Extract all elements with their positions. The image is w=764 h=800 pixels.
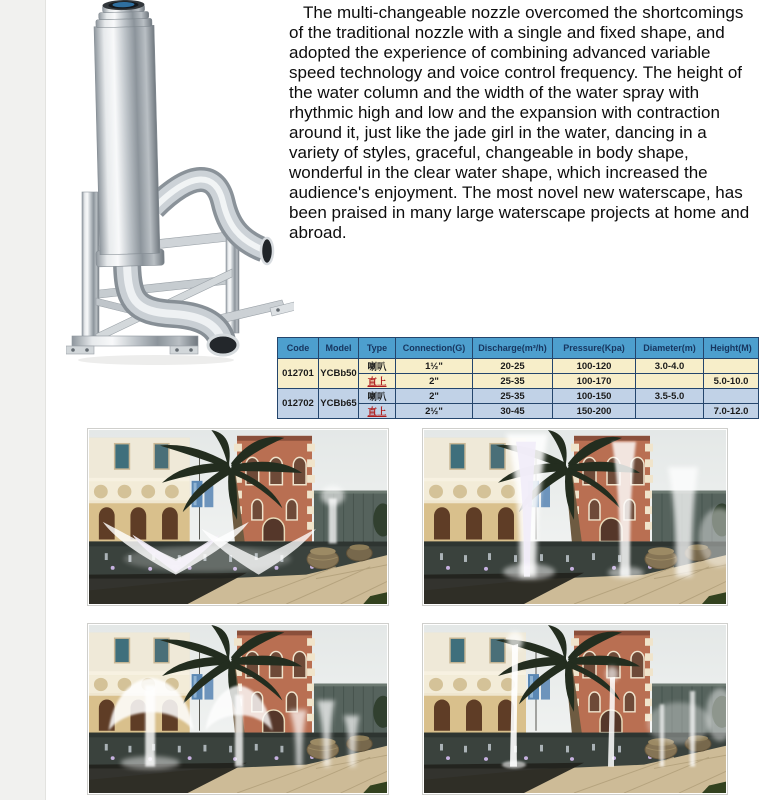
cell-type: 直上 [359,374,396,389]
cell-model-ycbb65: YCBb65 [319,389,359,419]
header-discharge: Discharge(m³/h) [473,338,553,359]
fountain-scene-1 [89,430,387,604]
cell-height: 5.0-10.0 [704,374,759,389]
cell-type: 直上 [359,404,396,419]
spec-header-row [278,338,759,359]
cell-code-012702: 012702 [278,389,319,419]
cell-discharge: 25-35 [473,389,553,404]
cell-height [704,389,759,404]
header-height: Height(M) [704,338,759,359]
cell-connection: 2" [396,374,473,389]
spec-table [277,337,759,419]
cell-pressure: 100-120 [553,359,636,374]
product-photo [66,0,294,370]
cell-diameter: 3.5-5.0 [636,389,704,404]
header-pressure: Pressure(Kpa) [553,338,636,359]
cell-discharge: 25-35 [473,374,553,389]
cell-discharge: 20-25 [473,359,553,374]
header-connection: Connection(G) [396,338,473,359]
fountain-scene-4 [424,625,726,793]
photo-fountain-mushroom-jets [87,623,389,795]
photo-fountain-horn-sprays [87,428,389,606]
header-diameter: Diameter(m) [636,338,704,359]
header-model: Model [319,338,359,359]
spec-row-1 [278,359,759,374]
cell-discharge: 30-45 [473,404,553,419]
cell-pressure: 150-200 [553,404,636,419]
cell-diameter [636,374,704,389]
cell-model-ycbb50: YCBb50 [319,359,359,389]
header-code: Code [278,338,319,359]
photo-fountain-tall-columns [422,428,728,606]
cell-height [704,359,759,374]
product-description: The multi-changeable nozzle overcomed the shortcomings of the traditional nozzle with a single and fixed shape, and adopted the experience of combining advanced variable speed technology and voice control frequency. The height of the water column and the width of the water spray with rhythmic high and low and the expansion with contraction around it, just like the jade girl in the water, dancing in a variety of styles, graceful, changeable in body shape, wonderful in the clear water shape, which increased the audience's enjoyment. The most novel new waterscape, has been praised in many large waterscape projects at home and abroad. [289,3,750,242]
cell-diameter [636,404,704,419]
spec-row-3 [278,389,759,404]
cell-connection: 1½" [396,359,473,374]
photo-fountain-straight-jets [422,623,728,795]
cell-diameter: 3.0-4.0 [636,359,704,374]
cell-pressure: 100-150 [553,389,636,404]
header-type: Type [359,338,396,359]
cell-code-012701: 012701 [278,359,319,389]
cell-height: 7.0-12.0 [704,404,759,419]
page-margin-strip [0,0,46,800]
nozzle-illustration [66,0,294,370]
fountain-scene-2 [424,430,726,604]
cell-type: 喇叭 [359,389,396,404]
cell-pressure: 100-170 [553,374,636,389]
cell-connection: 2" [396,389,473,404]
cell-type: 喇叭 [359,359,396,374]
cell-connection: 2½" [396,404,473,419]
fountain-scene-3 [89,625,387,793]
